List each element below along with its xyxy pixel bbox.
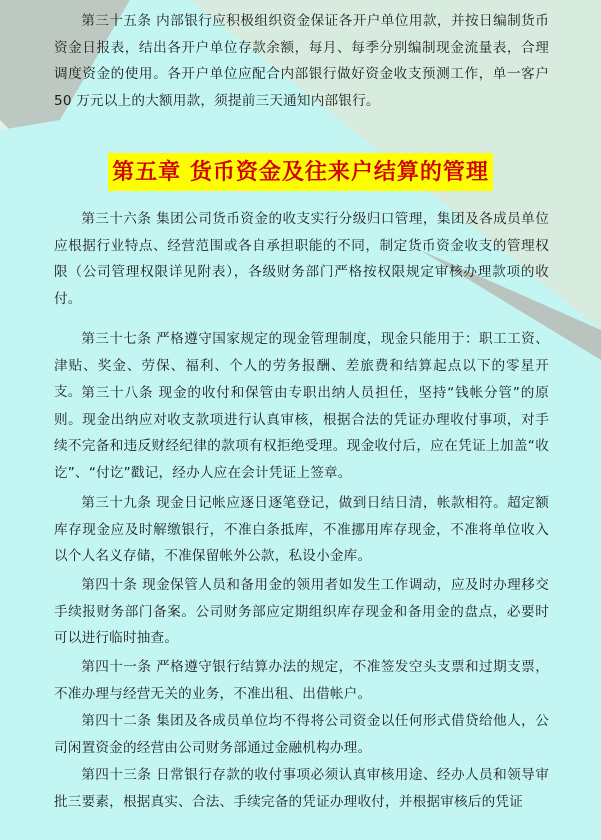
paragraph-article-41: 第四十一条 严格遵守银行结算办法的规定，不准签发空头支票和过期支票，不准办理与经营无关的业务，不准出租、出借帐户。 bbox=[54, 659, 549, 702]
paragraph-article-37: 第三十七条 严格遵守国家规定的现金管理制度，现金只能用于：职工工资、津贴、奖金、劳保、福利、个人的劳务报酬、差旅费和结算起点以下的零星开支。 bbox=[54, 331, 549, 400]
paragraph-article-42: 第四十二条 集团及各成员单位均不得将公司资金以任何形式借贷给他人，公司闲置资金的经营由公司财务部通过金融机构办理。 bbox=[54, 713, 549, 756]
chapter-title: 第五章 货币资金及往来户结算的管理 bbox=[108, 153, 493, 191]
paragraph-article-43: 第四十三条 日常银行存款的收付事项必须认真审核用途、经办人员和领导审批三要素，根据真实、合法、手续完备的凭证办理收付，并根据审核后的凭证 bbox=[54, 767, 549, 810]
paragraph-article-40: 第四十条 现金保管人员和备用金的领用者如发生工作调动，应及时办理移交手续报财务部门备案。公司财务部应定期组织库存现金和备用金的盘点，必要时可以进行临时抽查。 bbox=[54, 577, 549, 646]
paragraph-article-36: 第三十六条 集团公司货币资金的收支实行分级归口管理，集团及各成员单位应根据行业特点、经营范围或各自承担职能的不同，制定货币资金收支的管理权限（公司管理权限详见附表），各级财务部门严格按权限规定审核办理款项的收付。 bbox=[54, 211, 549, 307]
paragraph-article-39: 第三十九条 现金日记帐应逐日逐笔登记，做到日结日清，帐款相符。超定额库存现金应及时解缴银行，不准白条抵库，不准挪用库存现金，不准将单位收入以个人名义存储，不准保留帐外公款，私设小金库。 bbox=[54, 495, 549, 564]
chapter-title-row bbox=[0, 153, 601, 191]
paragraph-article-38: 第三十八条 现金的收付和保管由专职出纳人员担任，坚持“钱帐分管”的原则。现金出纳应对收支款项进行认真审核，根据合法的凭证办理收付事项，对手续不完备和违反财经纪律的款项有权拒绝受理。现金收付后，应在凭证上加盖“收讫”、“付讫”戳记，经办人应在会计凭证上签章。 bbox=[54, 385, 549, 481]
paragraph-article-35: 第三十五条 内部银行应积极组织资金保证各开户单位用款，并按日编制货币资金日报表，结出各开户单位存款余额，每月、每季分别编制现金流量表，合理调度资金的使用。各开户单位应配合内部银行做好资金收支预测工作，单一客户 50 万元以上的大额用款，须提前三天通知内部银行。 bbox=[54, 13, 549, 109]
